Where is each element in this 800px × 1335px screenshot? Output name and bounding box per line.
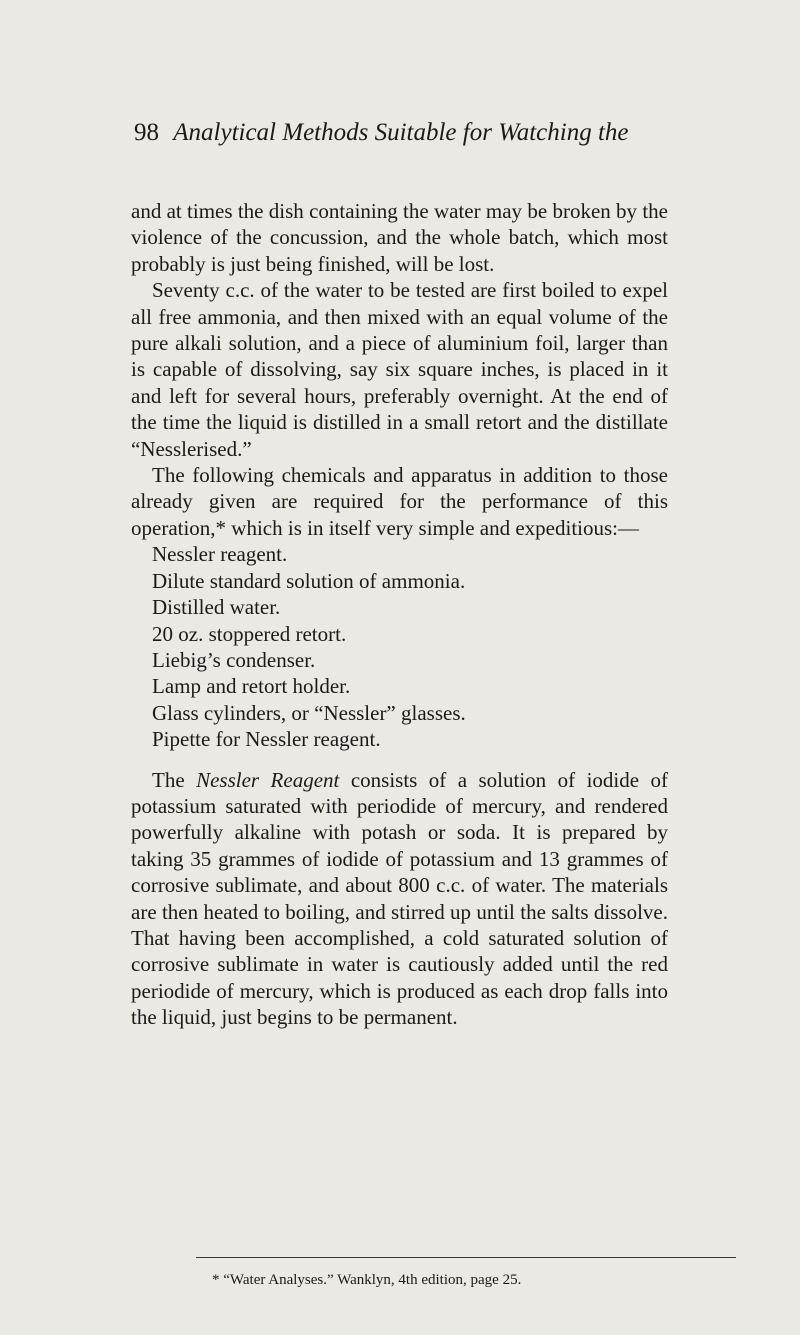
paragraph-lead: The <box>152 767 185 792</box>
list-item: Distilled water. <box>152 595 281 620</box>
footnote-rule <box>196 1257 736 1258</box>
list-item: Dilute standard solution of ammonia. <box>152 568 466 593</box>
italic-term: Nessler Reagent <box>196 767 340 792</box>
list-item: Pipette for Nessler reagent. <box>152 727 381 752</box>
list-item: 20 oz. stoppered retort. <box>152 621 347 646</box>
list-item: Liebig’s condenser. <box>152 647 316 672</box>
running-header <box>134 118 694 148</box>
page-body <box>131 198 668 1031</box>
paragraph-continuation: and at times the dish containing the water may be broken by the violence of the concussion, and the whole batch, which most probably is just being finished, will be lost. <box>131 199 668 276</box>
apparatus-list <box>131 541 668 752</box>
running-title: Analytical Methods Suitable for Watching the <box>173 119 629 146</box>
paragraph-procedure: Seventy c.c. of the water to be tested are first boiled to expel all free ammonia, and then mixed with an equal volume of the pure alkali solution, and a piece of aluminium foil, larger than is capable of dissolving, say six square inches, is placed in it and left for several hours, preferably overnight. At the end of the time the liquid is distilled in a small retort and the distillate “Nesslerised.” <box>131 278 668 461</box>
spacer <box>131 753 668 767</box>
paragraph-nessler-reagent <box>131 767 668 1031</box>
paragraph-text: consists of a solution of iodide of potassium saturated with periodide of mercury, and rendered powerfully alkaline with potash or soda. It is prepared by taking 35 grammes of iodide of potassium and 13 grammes of corrosive sublimate, and about 800 c.c. of water. The materials are then heated to boiling, and stirred up until the salts dissolve. That having been accomplished, a cold saturated solution of corrosive sublimate in water is cautiously added until the red periodide of mercury, which is produced as each drop falls into the liquid, just begins to be permanent. <box>131 767 668 1030</box>
list-item: Nessler reagent. <box>152 542 288 567</box>
footnote: * “Water Analyses.” Wanklyn, 4th edition, page 25. <box>212 1272 522 1288</box>
paragraph-requirements: The following chemicals and apparatus in addition to those already given are required for the performance of this operation,* which is in itself very simple and expeditious:— <box>131 463 668 540</box>
page-number: 98 <box>134 119 159 146</box>
list-item: Glass cylinders, or “Nessler” glasses. <box>152 700 466 725</box>
list-item: Lamp and retort holder. <box>152 674 351 699</box>
